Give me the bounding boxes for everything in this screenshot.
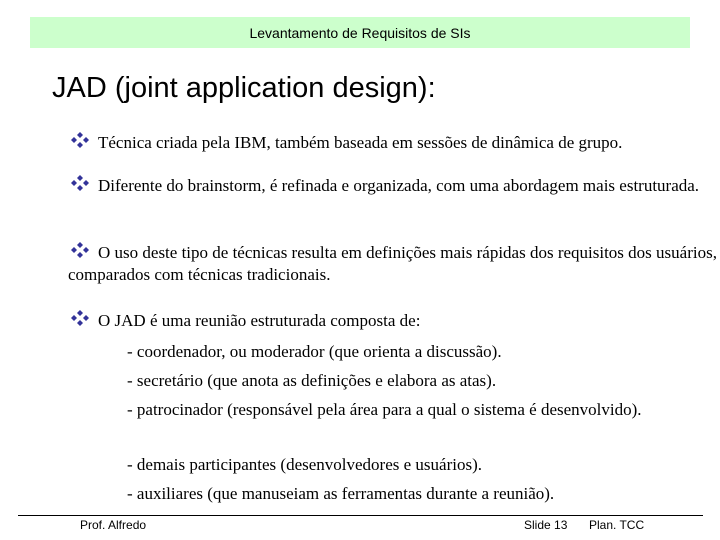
bullet-item	[68, 310, 720, 332]
footer-slide-number: Slide 13	[524, 518, 568, 532]
diamond-bullet-icon	[68, 132, 92, 150]
bullet-text: Diferente do brainstorm, é refinada e organizada, com uma abordagem mais estruturada.	[98, 176, 700, 195]
header-title: Levantamento de Requisitos de SIs	[249, 24, 471, 41]
role-item: - auxiliares (que manuseiam as ferramentas durante a reunião).	[127, 484, 555, 503]
role-item: - secretário (que anota as definições e elabora as atas).	[127, 371, 497, 390]
footer-course: Plan. TCC	[589, 518, 645, 532]
footer-divider	[18, 515, 703, 516]
bullet-text: Técnica criada pela IBM, também baseada em sessões de dinâmica de grupo.	[98, 133, 623, 152]
bullet-item	[68, 132, 720, 154]
slide-title: JAD (joint application design):	[52, 72, 436, 104]
role-item: - patrocinador (responsável pela área para a qual o sistema é desenvolvido).	[127, 400, 642, 419]
diamond-bullet-icon	[68, 242, 92, 260]
diamond-bullet-icon	[68, 175, 92, 193]
bullet-text: O uso deste tipo de técnicas resulta em definições mais rápidas dos requisitos dos usuários, comparados com técnicas tradicionais.	[68, 243, 717, 284]
header-band	[30, 17, 690, 48]
diamond-bullet-icon	[68, 310, 92, 328]
role-item: - demais participantes (desenvolvedores e usuários).	[127, 455, 482, 474]
bullet-item	[68, 242, 720, 286]
bullet-item	[68, 175, 720, 197]
role-item: - coordenador, ou moderador (que orienta a discussão).	[127, 342, 502, 361]
bullet-text: O JAD é uma reunião estruturada composta de:	[98, 311, 421, 330]
footer-author: Prof. Alfredo	[80, 518, 147, 532]
